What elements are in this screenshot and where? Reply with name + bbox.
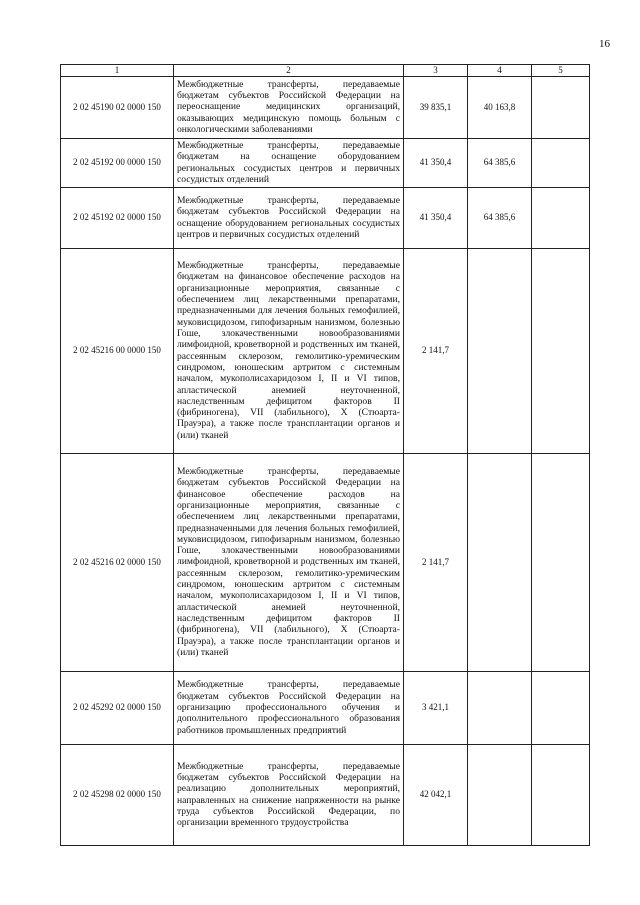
amount-col3: 39 835,1	[404, 76, 468, 138]
amount-col3: 3 421,1	[404, 671, 468, 744]
amount-col5	[532, 187, 590, 248]
column-header-4: 4	[468, 65, 532, 77]
amount-col4: 64 385,6	[468, 187, 532, 248]
table-header-row	[61, 65, 590, 77]
amount-col3: 42 042,1	[404, 744, 468, 845]
row-description: Межбюджетные трансферты, передаваемые бюджетам субъектов Российской Федерации на переоснащение медицинских организаций, оказывающих медицинскую помощь больным с онкологическими заболеваниями	[174, 76, 404, 138]
amount-col4: 64 385,6	[468, 138, 532, 187]
amount-col3: 2 141,7	[404, 248, 468, 453]
budget-code: 2 02 45216 00 0000 150	[61, 248, 174, 453]
table-row	[61, 76, 590, 138]
amount-col4	[468, 671, 532, 744]
page-number: 16	[599, 38, 610, 50]
amount-col5	[532, 671, 590, 744]
table-row	[61, 248, 590, 453]
budget-code: 2 02 45292 02 0000 150	[61, 671, 174, 744]
column-header-3: 3	[404, 65, 468, 77]
amount-col5	[532, 138, 590, 187]
amount-col4	[468, 744, 532, 845]
table-row	[61, 671, 590, 744]
row-description: Межбюджетные трансферты, передаваемые бюджетам субъектов Российской Федерации на организацию профессионального обучения и дополнительного профессионального образования работников промышленных предприятий	[174, 671, 404, 744]
amount-col4	[468, 453, 532, 671]
amount-col5	[532, 453, 590, 671]
amount-col5	[532, 744, 590, 845]
column-header-1: 1	[61, 65, 174, 77]
table-row	[61, 138, 590, 187]
amount-col5	[532, 76, 590, 138]
budget-table	[60, 64, 590, 846]
row-description: Межбюджетные трансферты, передаваемые бюджетам субъектов Российской Федерации на реализацию дополнительных мероприятий, направленных на снижение напряженности на рынке труда субъектов Российской Федерации, по организации временного трудоустройства	[174, 744, 404, 845]
column-header-2: 2	[174, 65, 404, 77]
column-header-5: 5	[532, 65, 590, 77]
amount-col3: 2 141,7	[404, 453, 468, 671]
amount-col3: 41 350,4	[404, 138, 468, 187]
row-description: Межбюджетные трансферты, передаваемые бюджетам субъектов Российской Федерации на финансовое обеспечение расходов на организационные мероприятия, связанные с обеспечением лиц лекарственными препаратами, предназначенными для лечения больных гемофилией, муковисцидозом, гипофизарным нанизмом, болезнью Гоше, злокачественными новообразованиями лимфоидной, кроветворной и родственных им тканей, рассеянным склерозом, гемолитико-уремическим синдромом, юношеским артритом с системным началом, мукополисахаридозом I, II и VI типов, апластической анемией неуточненной, наследственным дефицитом факторов II (фибриногена), VII (лабильного), X (Стюарта-Прауэра), а также после трансплантации органов и (или) тканей	[174, 453, 404, 671]
row-description: Межбюджетные трансферты, передаваемые бюджетам субъектов Российской Федерации на оснащение оборудованием региональных сосудистых центров и первичных сосудистых отделений	[174, 187, 404, 248]
budget-code: 2 02 45190 02 0000 150	[61, 76, 174, 138]
budget-code: 2 02 45192 00 0000 150	[61, 138, 174, 187]
row-description: Межбюджетные трансферты, передаваемые бюджетам на оснащение оборудованием региональных сосудистых центров и первичных сосудистых отделений	[174, 138, 404, 187]
table-row	[61, 453, 590, 671]
budget-code: 2 02 45216 02 0000 150	[61, 453, 174, 671]
budget-code: 2 02 45298 02 0000 150	[61, 744, 174, 845]
table-row	[61, 187, 590, 248]
amount-col3: 41 350,4	[404, 187, 468, 248]
row-description: Межбюджетные трансферты, передаваемые бюджетам на финансовое обеспечение расходов на организационные мероприятия, связанные с обеспечением лиц лекарственными препаратами, предназначенными для лечения больных гемофилией, муковисцидозом, гипофизарным нанизмом, болезнью Гоше, злокачественными новообразованиями лимфоидной, кроветворной и родственных им тканей, рассеянным склерозом, гемолитико-уремическим синдромом, юношеским артритом с системным началом, мукополисахаридозом I, II и VI типов, апластической анемией неуточненной, наследственным дефицитом факторов II (фибриногена), VII (лабильного), X (Стюарта-Прауэра), а также после трансплантации органов и (или) тканей	[174, 248, 404, 453]
amount-col5	[532, 248, 590, 453]
budget-code: 2 02 45192 02 0000 150	[61, 187, 174, 248]
table-row	[61, 744, 590, 845]
amount-col4	[468, 248, 532, 453]
amount-col4: 40 163,8	[468, 76, 532, 138]
